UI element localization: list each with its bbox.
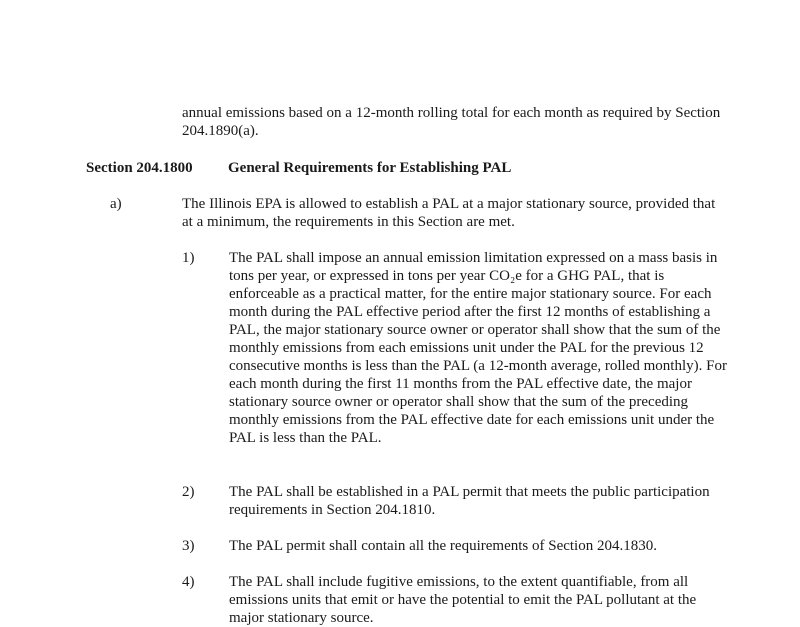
list-item-text: The PAL permit shall contain all the requirements of Section 204.1830. bbox=[229, 538, 657, 554]
list-item-text: The PAL shall include fugitive emissions, to the extent quantifiable, from all emissions units that emit or have the potential to emit the PAL pollutant at the major stationary source. bbox=[229, 574, 697, 626]
list-item-text: The PAL shall impose an annual emission limitation expressed on a mass basis in tons per year, or expressed in tons per year CO₂e for a GHG PAL, that is enforceable as a practical matter, for the entire major stationary source. For each month during the PAL effective period after the first 12 months of establishing a PAL, the major stationary source owner or operator shall show that the sum of the monthly emissions from each emissions unit under the PAL for the previous 12 consecutive months is less than the PAL (a 12-month average, rolled monthly). For each month during the first 11 months from the PAL effective date, the major stationary source owner or operator shall show that the sum of the preceding monthly emissions from the PAL effective date for each emissions unit under the PAL is less than the PAL. bbox=[229, 250, 727, 446]
list-item-text: The PAL shall be established in a PAL permit that meets the public participation requirements in Section 204.1810. bbox=[229, 484, 710, 518]
list-item-label: 3) bbox=[182, 538, 195, 554]
subsection-label: a) bbox=[110, 196, 122, 212]
section-number: Section 204.1800 bbox=[86, 160, 193, 176]
continuation-paragraph: annual emissions based on a 12-month rolling total for each month as required by Section 204.1890(a). bbox=[182, 105, 721, 139]
list-item-label: 2) bbox=[182, 484, 195, 500]
section-title: General Requirements for Establishing PAL bbox=[228, 160, 512, 176]
subsection-text: The Illinois EPA is allowed to establish a PAL at a major stationary source, provided that at a minimum, the requirements in this Section are met. bbox=[182, 196, 716, 230]
list-item-label: 1) bbox=[182, 250, 195, 266]
list-item-label: 4) bbox=[182, 574, 195, 590]
